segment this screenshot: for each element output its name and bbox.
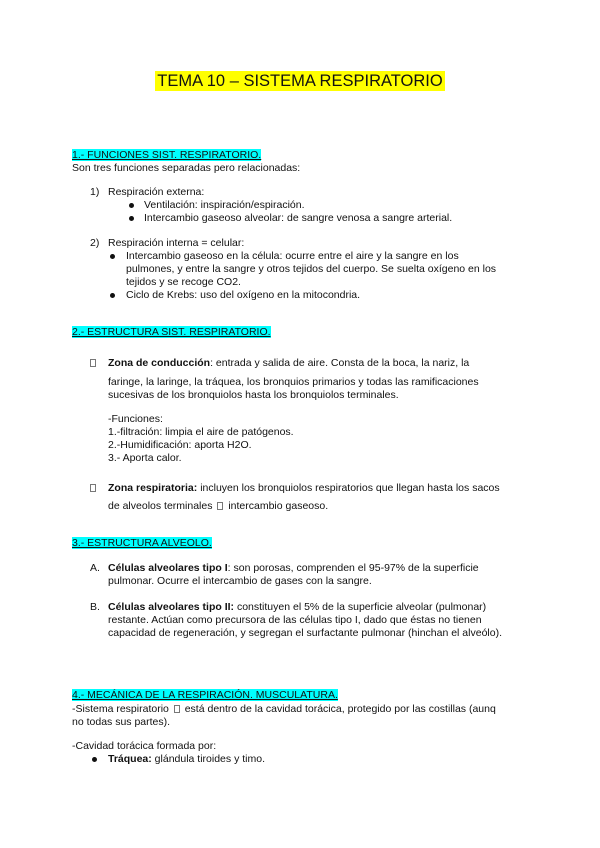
zona-conduccion-title: Zona de conducción bbox=[108, 357, 211, 369]
item-2-number: 2) bbox=[90, 237, 100, 249]
item-1-bullet-1: Ventilación: inspiración/espiración. bbox=[144, 199, 305, 211]
zona-respiratoria-text-b: intercambio gaseoso. bbox=[228, 500, 329, 512]
checkbox-bullet-icon bbox=[90, 484, 96, 492]
funciones-label: -Funciones: bbox=[108, 413, 163, 425]
bullet-dot bbox=[92, 757, 97, 762]
arrow-box-icon bbox=[174, 705, 180, 713]
item-2-bullet-1-line-2: pulmones, y entre la sangre y otros tejidos del cuerpo. Se suelta oxígeno en los bbox=[126, 263, 497, 275]
section-1-intro: Son tres funciones separadas pero relacionadas: bbox=[72, 162, 301, 174]
zona-respiratoria-line-1 bbox=[108, 482, 500, 495]
item-b-line-3: capacidad de regeneración, y segregan el surfactante pulmonar (hinchan el alveólo). bbox=[108, 627, 502, 639]
bullet-dot bbox=[129, 216, 134, 221]
traquea-title: Tráquea: bbox=[108, 753, 152, 765]
section-1-heading bbox=[72, 149, 261, 162]
zona-respiratoria-title: Zona respiratoria: bbox=[108, 482, 198, 494]
item-b-label: B. bbox=[90, 601, 100, 613]
item-a-line-1 bbox=[108, 562, 479, 575]
section-3-heading-text: 3.- ESTRUCTURA ALVEOLO. bbox=[72, 537, 212, 549]
zona-conduccion-line-1 bbox=[108, 357, 469, 370]
section-2-heading bbox=[72, 326, 271, 339]
item-b-title: Células alveolares tipo II: bbox=[108, 601, 235, 613]
bullet-dot bbox=[129, 203, 134, 208]
item-2-bullet-1-line-3: tejidos y se recoge CO2. bbox=[126, 276, 241, 288]
item-a-line-2: pulmonar. Ocurre el intercambio de gases con la sangre. bbox=[108, 575, 372, 587]
section-1-heading-text: 1.- FUNCIONES SIST. RESPIRATORIO. bbox=[72, 149, 262, 161]
section-4-text-b: está dentro de la cavidad torácica, protegido por las costillas (aunq bbox=[184, 703, 496, 715]
section-4-line-1 bbox=[72, 703, 496, 716]
funcion-2: 2.-Humidificación: aporta H2O. bbox=[108, 439, 252, 451]
zona-respiratoria-text-a: de alveolos terminales bbox=[108, 500, 213, 512]
item-1-label: Respiración externa: bbox=[108, 186, 205, 198]
funcion-1: 1.-filtración: limpia el aire de patógenos. bbox=[108, 426, 294, 438]
page-title-text: TEMA 10 – SISTEMA RESPIRATORIO bbox=[157, 72, 443, 90]
arrow-box-icon bbox=[217, 502, 223, 510]
funcion-3: 3.- Aporta calor. bbox=[108, 452, 182, 464]
item-b-line-1 bbox=[108, 601, 486, 614]
section-4-heading-text: 4.- MECÁNICA DE LA RESPIRACIÓN. MUSCULATURA. bbox=[72, 689, 338, 701]
item-1-number: 1) bbox=[90, 186, 100, 198]
traquea-text: glándula tiroides y timo. bbox=[151, 753, 265, 765]
section-2-heading-text: 2.- ESTRUCTURA SIST. RESPIRATORIO. bbox=[72, 326, 271, 338]
section-4-text-a: -Sistema respiratorio bbox=[72, 703, 169, 715]
cavidad-label: -Cavidad torácica formada por: bbox=[72, 740, 217, 752]
item-a-text: : son porosas, comprenden el 95-97% de la superficie bbox=[227, 562, 479, 574]
item-a-label: A. bbox=[90, 562, 100, 574]
zona-conduccion-text: : entrada y salida de aire. Consta de la boca, la nariz, la bbox=[210, 357, 470, 369]
item-b-line-2: restante. Actúan como precursora de las células tipo I, dado que éstas no tienen bbox=[108, 614, 482, 626]
item-1-bullet-2: Intercambio gaseoso alveolar: de sangre venosa a sangre arterial. bbox=[144, 212, 453, 224]
traquea-item bbox=[108, 753, 265, 766]
zona-conduccion-line-2: faringe, la laringe, la tráquea, los bronquios primarios y todas las ramificaciones bbox=[108, 376, 479, 388]
bullet-dot bbox=[110, 254, 115, 259]
checkbox-bullet-icon bbox=[90, 359, 96, 367]
item-b-text: constituyen el 5% de la superficie alveolar (pulmonar) bbox=[234, 601, 487, 613]
zona-respiratoria-line-2 bbox=[108, 500, 328, 513]
item-a-title: Células alveolares tipo I bbox=[108, 562, 228, 574]
item-2-bullet-2: Ciclo de Krebs: uso del oxígeno en la mitocondria. bbox=[126, 289, 361, 301]
zona-respiratoria-text: incluyen los bronquiolos respiratorios que llegan hasta los sacos bbox=[197, 482, 500, 494]
item-2-bullet-1-line-1: Intercambio gaseoso en la célula: ocurre entre el aire y la sangre en los bbox=[126, 250, 459, 262]
page-title bbox=[0, 72, 600, 91]
section-4-line-2: no todas sus partes). bbox=[72, 716, 171, 728]
zona-conduccion-line-3: sucesivas de los bronquiolos hasta los bronquiolos terminales. bbox=[108, 389, 399, 401]
bullet-dot bbox=[110, 293, 115, 298]
item-2-label: Respiración interna = celular: bbox=[108, 237, 245, 249]
section-4-heading bbox=[72, 689, 338, 702]
section-3-heading bbox=[72, 537, 212, 550]
